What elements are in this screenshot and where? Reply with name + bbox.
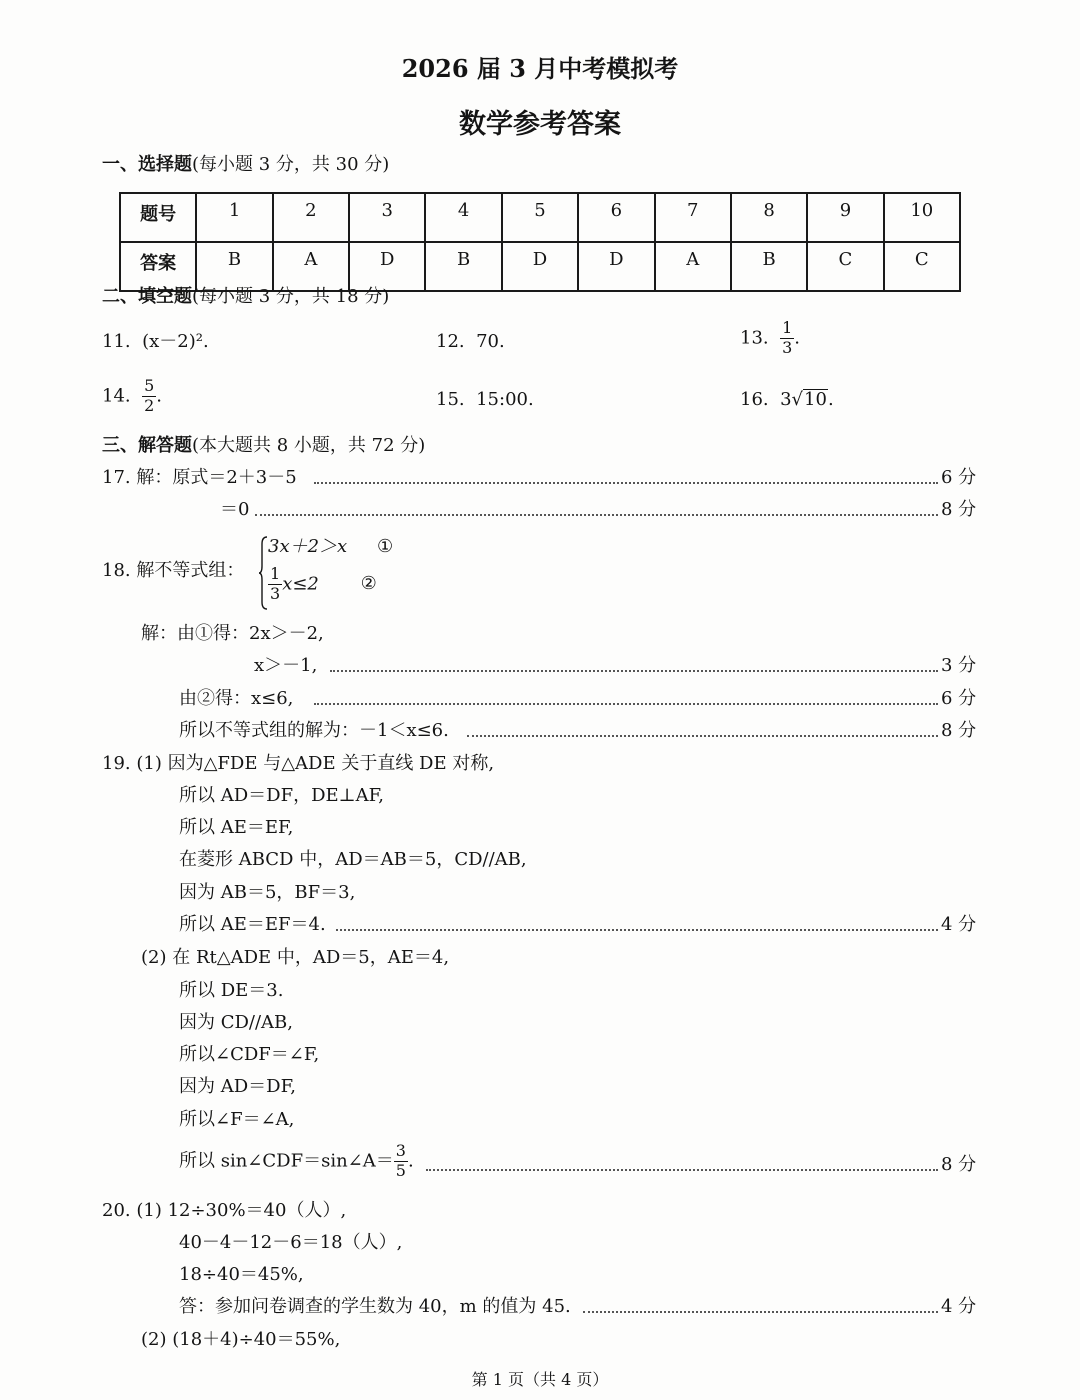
table-cell: 10 <box>884 193 960 242</box>
table-cell: C <box>807 242 883 291</box>
answer-text: 15:00. <box>476 389 534 410</box>
inequality-2 <box>268 566 377 603</box>
fill-answer-12 <box>436 333 505 351</box>
fraction-denominator: 2 <box>144 395 155 415</box>
section-3-note: (本大题共 8 小题，共 72 分) <box>192 435 426 456</box>
score-mark: 8 分 <box>941 720 977 741</box>
section-3-title: 三、解答题 <box>102 435 192 456</box>
table-cell: 2 <box>273 193 349 242</box>
q19-line-4: 在菱形 ABCD 中，AD＝AB＝5，CD//AB, <box>179 849 527 870</box>
dot-leader <box>467 735 938 737</box>
q18-line-1: 解：由①得：2x＞－2, <box>141 623 324 644</box>
q19-line-12-text: 所以 sin∠CDF＝sin∠A＝ <box>179 1150 394 1172</box>
score-mark: 3 分 <box>941 655 977 676</box>
table-cell: 5 <box>502 193 578 242</box>
q19-line-11: 所以∠F＝∠A, <box>179 1109 295 1130</box>
section-3-heading <box>102 437 425 455</box>
dot-leader <box>336 929 938 931</box>
score-mark: 8 分 <box>941 499 977 520</box>
score-mark: 4 分 <box>941 1296 977 1317</box>
answer-text: (x－2)². <box>142 331 209 352</box>
score-mark: 8 分 <box>941 1154 977 1175</box>
table-row-answers <box>120 242 960 291</box>
fraction <box>780 320 794 357</box>
table-cell: A <box>273 242 349 291</box>
question-number: 11. <box>102 331 131 352</box>
section-2-title: 二、填空题 <box>102 286 192 307</box>
q19-line-7: 所以 DE＝3. <box>179 980 284 1001</box>
answer-tail: . <box>794 327 801 349</box>
fraction-denominator: 5 <box>395 1160 406 1180</box>
score-mark: 6 分 <box>941 688 977 709</box>
q19-part-2: (2) 在 Rt△ADE 中，AD＝5，AE＝4, <box>141 947 450 968</box>
answer-tail: . <box>407 1150 414 1172</box>
circled-one-mark: ① <box>376 536 394 557</box>
q18-line-3: 由②得：x≤6, <box>179 688 294 709</box>
q17-line-2: ＝0 <box>220 499 250 520</box>
q19-line-3: 所以 AE＝EF, <box>179 817 294 838</box>
q19-line-1: 19. (1) 因为△FDE 与△ADE 关于直线 DE 对称, <box>102 753 495 774</box>
dot-leader <box>314 482 938 484</box>
score-mark: 4 分 <box>941 914 977 935</box>
table-cell: 3 <box>349 193 425 242</box>
table-header-answer: 答案 <box>120 242 196 291</box>
q19-line-8: 因为 CD//AB, <box>179 1012 294 1033</box>
q19-line-12 <box>179 1143 414 1180</box>
question-number: 12. <box>436 331 465 352</box>
left-brace-icon <box>258 536 268 610</box>
question-number: 15. <box>436 389 465 410</box>
fraction <box>268 566 282 603</box>
score-mark: 6 分 <box>941 467 977 488</box>
fraction-numerator: 1 <box>782 318 793 337</box>
table-row-numbers <box>120 193 960 242</box>
fraction-numerator: 1 <box>270 564 281 583</box>
section-1-heading <box>102 156 389 174</box>
page-footer: 第 1 页（共 4 页） <box>471 1370 609 1389</box>
page-title: 数学参考答案 <box>459 109 621 140</box>
inequality-2-expr: x≤2 <box>282 573 319 595</box>
question-number: 14. <box>102 385 131 407</box>
fill-answer-14 <box>102 378 162 415</box>
radicand: 10 <box>804 389 827 410</box>
exam-title: 2026 届 3 月中考模拟考 <box>401 54 679 83</box>
q18-line-2: x＞－1, <box>254 655 318 676</box>
table-cell: B <box>731 242 807 291</box>
table-cell: A <box>655 242 731 291</box>
dot-leader <box>426 1169 938 1171</box>
answer-text: 70. <box>476 331 505 352</box>
inequality-1-expr: 3x＋2＞x <box>268 536 348 557</box>
table-cell: 8 <box>731 193 807 242</box>
q19-line-2: 所以 AD＝DF，DE⊥AF, <box>179 785 384 806</box>
answer-tail: . <box>827 389 834 410</box>
section-1-note: (每小题 3 分，共 30 分) <box>192 154 390 175</box>
table-cell: 9 <box>807 193 883 242</box>
q20-line-3: 18÷40＝45%, <box>179 1264 304 1285</box>
dot-leader <box>255 514 938 516</box>
table-cell: D <box>349 242 425 291</box>
q19-line-9: 所以∠CDF＝∠F, <box>179 1044 320 1065</box>
question-number: 16. <box>740 389 769 410</box>
table-cell: 6 <box>578 193 654 242</box>
dot-leader <box>330 670 938 672</box>
multiple-choice-answer-table <box>119 192 961 292</box>
question-number: 13. <box>740 327 769 349</box>
circled-two-mark: ② <box>360 573 377 595</box>
fill-answer-15 <box>436 391 534 409</box>
q20-line-2: 40－4－12－6＝18（人）, <box>179 1232 403 1253</box>
table-cell: D <box>578 242 654 291</box>
radical-coefficient: 3 <box>780 389 792 410</box>
table-header-number: 题号 <box>120 193 196 242</box>
inequality-1 <box>268 538 393 556</box>
section-1-title: 一、选择题 <box>102 154 192 175</box>
dot-leader <box>314 703 938 705</box>
q19-line-10: 因为 AD＝DF, <box>179 1076 296 1097</box>
fraction-numerator: 5 <box>144 376 155 395</box>
q17-line-1: 17. 解：原式＝2＋3－5 <box>102 467 297 488</box>
section-2-note: (每小题 3 分，共 18 分) <box>192 286 390 307</box>
q18-line-4: 所以不等式组的解为：－1＜x≤6. <box>179 720 449 741</box>
fraction-denominator: 3 <box>782 337 793 357</box>
table-cell: B <box>425 242 501 291</box>
dot-leader <box>583 1311 938 1313</box>
table-cell: 7 <box>655 193 731 242</box>
section-2-heading <box>102 288 389 306</box>
table-cell: D <box>502 242 578 291</box>
q20-line-1: 20. (1) 12÷30%＝40（人）, <box>102 1200 347 1221</box>
table-cell: 1 <box>196 193 272 242</box>
q19-line-5: 因为 AB＝5，BF＝3, <box>179 882 356 903</box>
q19-line-6: 所以 AE＝EF＝4. <box>179 914 326 935</box>
q18-label: 18. 解不等式组： <box>102 560 245 581</box>
table-cell: B <box>196 242 272 291</box>
fraction-denominator: 3 <box>270 583 281 603</box>
q20-part-2: (2) (18＋4)÷40＝55%, <box>141 1329 341 1350</box>
fraction <box>142 378 156 415</box>
fraction <box>394 1143 408 1180</box>
fill-answer-13 <box>740 320 800 357</box>
table-cell: C <box>884 242 960 291</box>
table-cell: 4 <box>425 193 501 242</box>
answer-tail: . <box>156 385 163 407</box>
q20-line-4: 答：参加问卷调查的学生数为 40，m 的值为 45. <box>179 1296 571 1317</box>
fill-answer-11 <box>102 333 209 351</box>
fill-answer-16: 16. 3√10. <box>740 389 834 410</box>
fraction-numerator: 3 <box>395 1141 406 1160</box>
